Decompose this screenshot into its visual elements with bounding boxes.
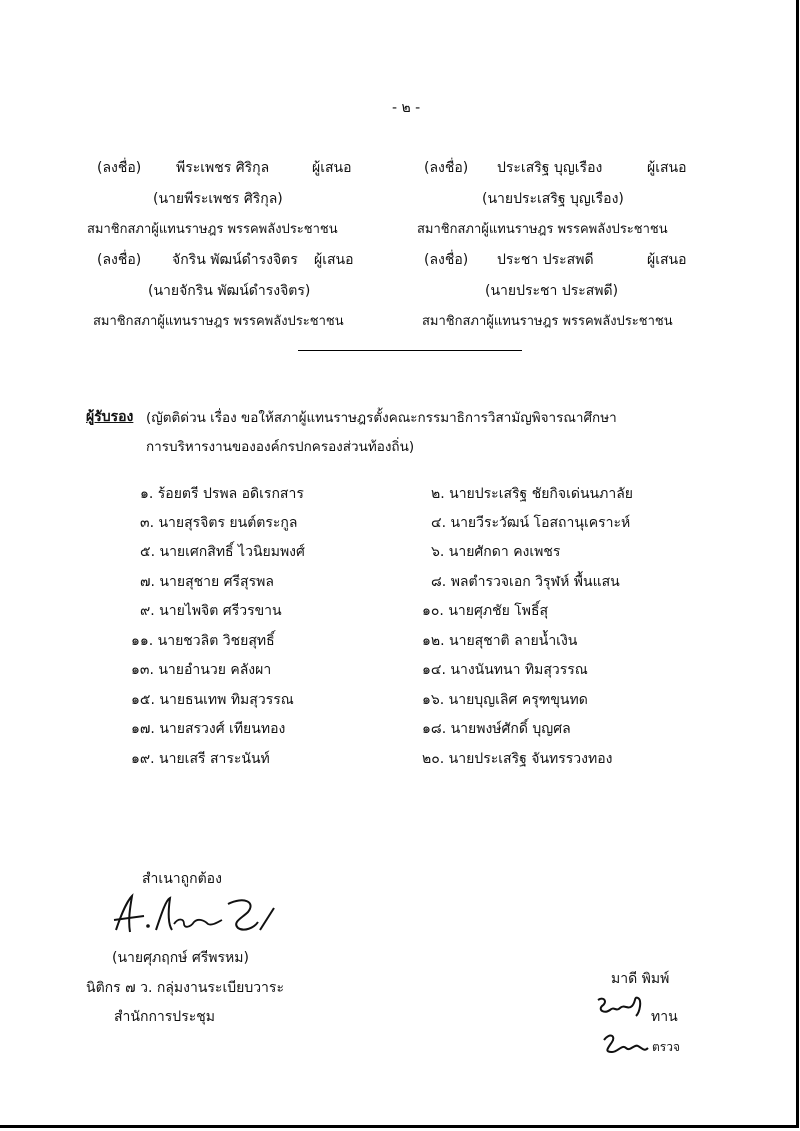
sign-label: (ลงชื่อ) — [424, 160, 469, 176]
endorser-item: ๙. นายไพจิต ศรีวรขาน — [140, 603, 282, 619]
sign-label: (ลงชื่อ) — [424, 252, 469, 268]
endorser-item: ๑๖. นายบุญเลิศ ครุฑขุนทด — [422, 692, 588, 708]
endorser-item: ๓. นายสุรจิตร ยนต์ตระกูล — [140, 515, 298, 531]
signature-name: จักริน พัฒน์ดำรงจิตร — [172, 252, 298, 268]
endorser-item: ๑๓. นายอำนวย คลังผา — [131, 662, 272, 678]
endorser-item: ๗. นายสุชาย ศรีสุรพล — [140, 574, 274, 590]
motion-title-line1: (ญัตติด่วน เรื่อง ขอให้สภาผู้แทนราษฎรตั้งคณะกรรมาธิการวิสามัญพิจารณาศึกษา — [146, 410, 617, 426]
endorser-item: ๑. ร้อยตรี ปรพล อดิเรกสาร — [140, 486, 304, 502]
signature-name: พีระเพชร ศิริกุล — [176, 160, 270, 176]
role-label: ผู้เสนอ — [647, 252, 687, 268]
endorser-item: ๖. นายศักดา คงเพชร — [431, 544, 561, 560]
motion-title-line2: การบริหารงานขององค์กรปกครองส่วนท้องถิ่น) — [146, 439, 415, 455]
typist-label: มาดี พิมพ์ — [611, 971, 670, 987]
full-name: (นายพีระเพชร ศิริกุล) — [153, 191, 283, 207]
certified-copy-label: สำเนาถูกต้อง — [142, 871, 222, 887]
checker-initials — [600, 1030, 650, 1058]
certifier-name: (นายศุภฤกษ์ ศรีพรหม) — [112, 950, 249, 966]
role-label: ผู้เสนอ — [647, 160, 687, 176]
affiliation: สมาชิกสภาผู้แทนราษฎร พรรคพลังประชาชน — [417, 222, 668, 237]
affiliation: สมาชิกสภาผู้แทนราษฎร พรรคพลังประชาชน — [422, 314, 673, 329]
full-name: (นายประเสริฐ บุญเรือง) — [482, 191, 624, 207]
handwritten-signature — [108, 890, 278, 940]
sign-label: (ลงชื่อ) — [97, 160, 142, 176]
endorser-item: ๑๔. นางนันทนา ทิมสุวรรณ — [422, 662, 588, 678]
endorser-item: ๑๙. นายเสรี สาระนันท์ — [131, 751, 270, 767]
signature-name: ประเสริฐ บุญเรือง — [497, 160, 603, 176]
proofread-label: ทาน — [651, 1009, 678, 1025]
endorser-item: ๔. นายวีระวัฒน์ โอสถานุเคราะห์ — [431, 515, 631, 531]
full-name: (นายจักริน พัฒน์ดำรงจิตร) — [148, 283, 311, 299]
page-number: - ๒ - — [392, 100, 421, 116]
endorser-item: ๒๐. นายประเสริฐ จันทรรวงทอง — [422, 751, 613, 767]
endorser-item: ๑๐. นายศุภชัย โพธิ์สุ — [422, 603, 549, 619]
sign-label: (ลงชื่อ) — [97, 252, 142, 268]
endorser-item: ๑๗. นายสรวงศ์ เทียนทอง — [131, 721, 286, 737]
check-label: ตรวจ — [652, 1040, 681, 1054]
endorser-item: ๑๑. นายชวลิต วิชยสุทธิ์ — [131, 633, 275, 649]
endorser-item: ๑๕. นายธนเทพ ทิมสุวรรณ — [131, 692, 294, 708]
divider-line — [298, 350, 522, 351]
endorser-item: ๘. พลตำรวจเอก วิรุฬห์ พื้นแสน — [431, 574, 620, 590]
endorsers-heading: ผู้รับรอง — [86, 409, 134, 425]
endorser-item: ๕. นายเศกสิทธิ์ ไวนิยมพงศ์ — [140, 544, 305, 560]
endorser-item: ๒. นายประเสริฐ ชัยกิจเด่นนภาลัย — [431, 486, 633, 502]
endorser-item: ๑๘. นายพงษ์ศักดิ์ บุญศล — [422, 721, 571, 737]
role-label: ผู้เสนอ — [314, 252, 354, 268]
proofreader-initials — [594, 992, 646, 1022]
full-name: (นายประชา ประสพดี) — [485, 283, 619, 299]
signature-name: ประชา ประสพดี — [497, 252, 594, 268]
endorser-item: ๑๒. นายสุชาติ ลายน้ำเงิน — [422, 633, 578, 649]
affiliation: สมาชิกสภาผู้แทนราษฎร พรรคพลังประชาชน — [93, 314, 344, 329]
certifier-office: สำนักการประชุม — [114, 1009, 215, 1025]
certifier-position: นิติกร ๗ ว. กลุ่มงานระเบียบวาระ — [86, 980, 284, 996]
role-label: ผู้เสนอ — [312, 160, 352, 176]
affiliation: สมาชิกสภาผู้แทนราษฎร พรรคพลังประชาชน — [87, 222, 338, 237]
